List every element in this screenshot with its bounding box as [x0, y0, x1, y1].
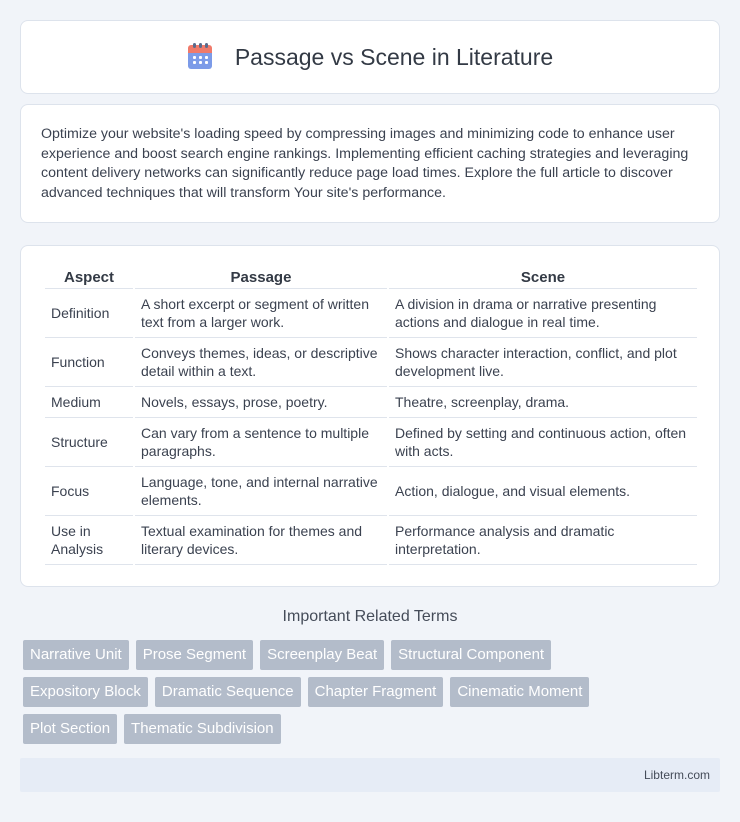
cell-aspect: Use in Analysis — [45, 516, 133, 565]
cell-scene: Action, dialogue, and visual elements. — [389, 467, 697, 516]
cell-passage: Textual examination for themes and literary devices. — [135, 516, 387, 565]
tag-row — [23, 714, 723, 744]
cell-scene: A division in drama or narrative presenting actions and dialogue in real time. — [389, 289, 697, 338]
header-aspect: Aspect — [45, 266, 133, 289]
tag-screenplay-beat[interactable]: Screenplay Beat — [260, 640, 384, 670]
cell-aspect: Medium — [45, 387, 133, 418]
header-scene: Scene — [389, 266, 697, 289]
notepad-icon — [187, 44, 213, 70]
tag-prose-segment[interactable]: Prose Segment — [136, 640, 253, 670]
intro-card — [20, 104, 720, 223]
cell-aspect: Definition — [45, 289, 133, 338]
comparison-card — [20, 245, 720, 587]
footer — [20, 758, 720, 792]
tag-cinematic-moment[interactable]: Cinematic Moment — [450, 677, 589, 707]
table-row — [45, 516, 697, 565]
cell-aspect: Focus — [45, 467, 133, 516]
intro-text: Optimize your website's loading speed by compressing images and minimizing code to enhance user experience and boost search engine rankings. Implementing efficient caching strategies and leveraging content delivery networks can significantly reduce page load times. Explore the full article to discover advanced techniques that will transform Your site's performance. — [41, 126, 689, 201]
tag-row — [23, 677, 723, 707]
cell-scene: Performance analysis and dramatic interpretation. — [389, 516, 697, 565]
tag-expository-block[interactable]: Expository Block — [23, 677, 148, 707]
related-terms-tags — [23, 640, 723, 751]
cell-aspect: Function — [45, 338, 133, 387]
table-row — [45, 289, 697, 338]
footer-link[interactable]: Libterm.com — [643, 768, 710, 782]
cell-scene: Theatre, screenplay, drama. — [389, 387, 697, 418]
title-wrap — [187, 44, 553, 71]
cell-passage: Can vary from a sentence to multiple paragraphs. — [135, 418, 387, 467]
cell-passage: Novels, essays, prose, poetry. — [135, 387, 387, 418]
table-row — [45, 418, 697, 467]
header-passage: Passage — [135, 266, 387, 289]
cell-scene: Defined by setting and continuous action, often with acts. — [389, 418, 697, 467]
tag-narrative-unit[interactable]: Narrative Unit — [23, 640, 129, 670]
table-row — [45, 387, 697, 418]
comparison-table — [43, 266, 699, 565]
tag-thematic-subdivision[interactable]: Thematic Subdivision — [124, 714, 281, 744]
table-row — [45, 467, 697, 516]
cell-passage: Conveys themes, ideas, or descriptive detail within a text. — [135, 338, 387, 387]
tag-dramatic-sequence[interactable]: Dramatic Sequence — [155, 677, 301, 707]
page-title: Passage vs Scene in Literature — [234, 43, 554, 70]
cell-passage: Language, tone, and internal narrative elements. — [135, 467, 387, 516]
tag-row — [23, 640, 723, 670]
cell-scene: Shows character interaction, conflict, and plot development live. — [389, 338, 697, 387]
related-terms-title: Important Related Terms — [282, 608, 458, 625]
cell-aspect: Structure — [45, 418, 133, 467]
header-card — [20, 20, 720, 94]
tag-chapter-fragment[interactable]: Chapter Fragment — [308, 677, 444, 707]
table-header-row — [45, 266, 697, 289]
cell-passage: A short excerpt or segment of written text from a larger work. — [135, 289, 387, 338]
tag-structural-component[interactable]: Structural Component — [391, 640, 551, 670]
table-row — [45, 338, 697, 387]
tag-plot-section[interactable]: Plot Section — [23, 714, 117, 744]
